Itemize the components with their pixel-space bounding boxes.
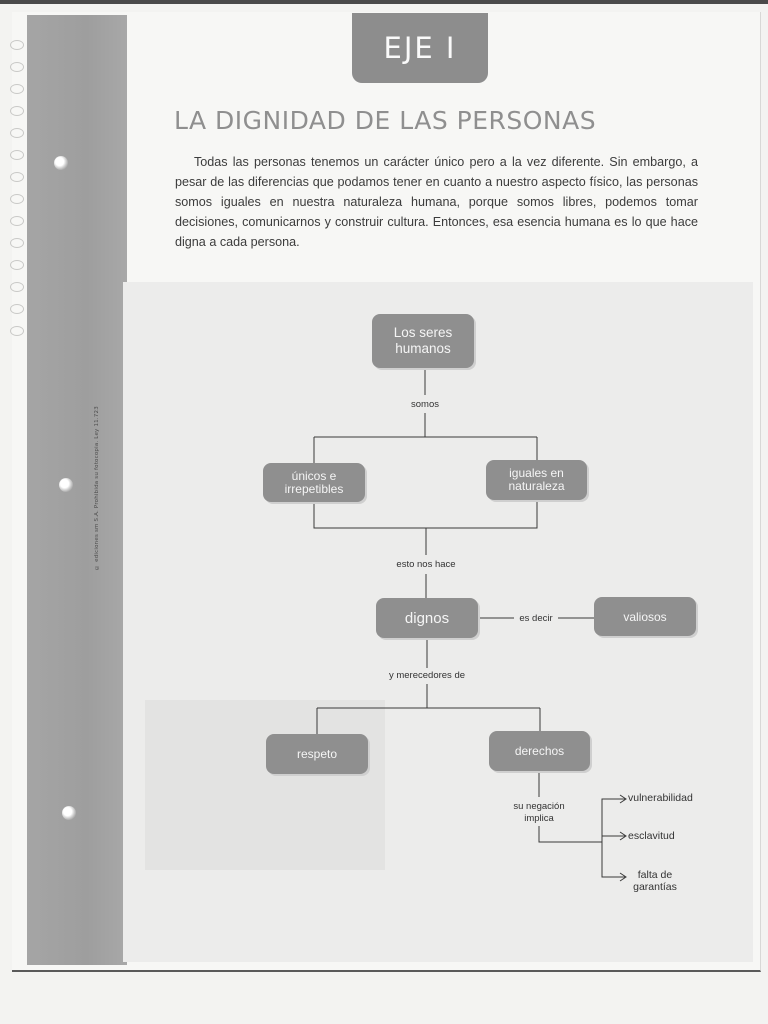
node-respeto: respeto <box>266 734 368 774</box>
node-derechos: derechos <box>489 731 590 771</box>
link-es-decir: es decir <box>519 613 553 624</box>
leaf-vulnerabilidad: vulnerabilidad <box>628 792 693 804</box>
node-dignos: dignos <box>376 598 478 638</box>
page-title: LA DIGNIDAD DE LAS PERSONAS <box>174 106 597 135</box>
link-merecedores-de: y merecedores de <box>388 670 466 681</box>
leaf-esclavitud: esclavitud <box>628 830 675 842</box>
link-somos: somos <box>411 399 439 410</box>
leaf-falta-de-garantias: falta de garantías <box>633 869 677 893</box>
intro-text: Todas las personas tenemos un carácter único pero a la vez diferente. Sin embargo, a pesar de las diferencias que podamos tener en cuanto a nuestro aspecto físico, las personas somos iguales en nuestra naturaleza humana, porque somos libres, podemos tomar decisiones, comunicarnos y construir cultura. Entonces, esa esencia humana es lo que hace digna a cada persona. <box>175 155 698 249</box>
node-unicos-irrepetibles: únicos e irrepetibles <box>263 463 365 502</box>
link-su-negacion-implica: su negación implica <box>513 801 565 824</box>
node-los-seres-humanos: Los seres humanos <box>372 314 474 368</box>
node-valiosos: valiosos <box>594 597 696 636</box>
axis-tab-label: EJE I <box>383 31 457 65</box>
node-iguales-naturaleza: iguales en naturaleza <box>486 460 587 500</box>
copyright-note: © ediciones sm S.A. Prohibida su fotocopia. Ley 11.723 <box>94 406 100 570</box>
link-esto-nos-hace: esto nos hace <box>396 559 456 570</box>
